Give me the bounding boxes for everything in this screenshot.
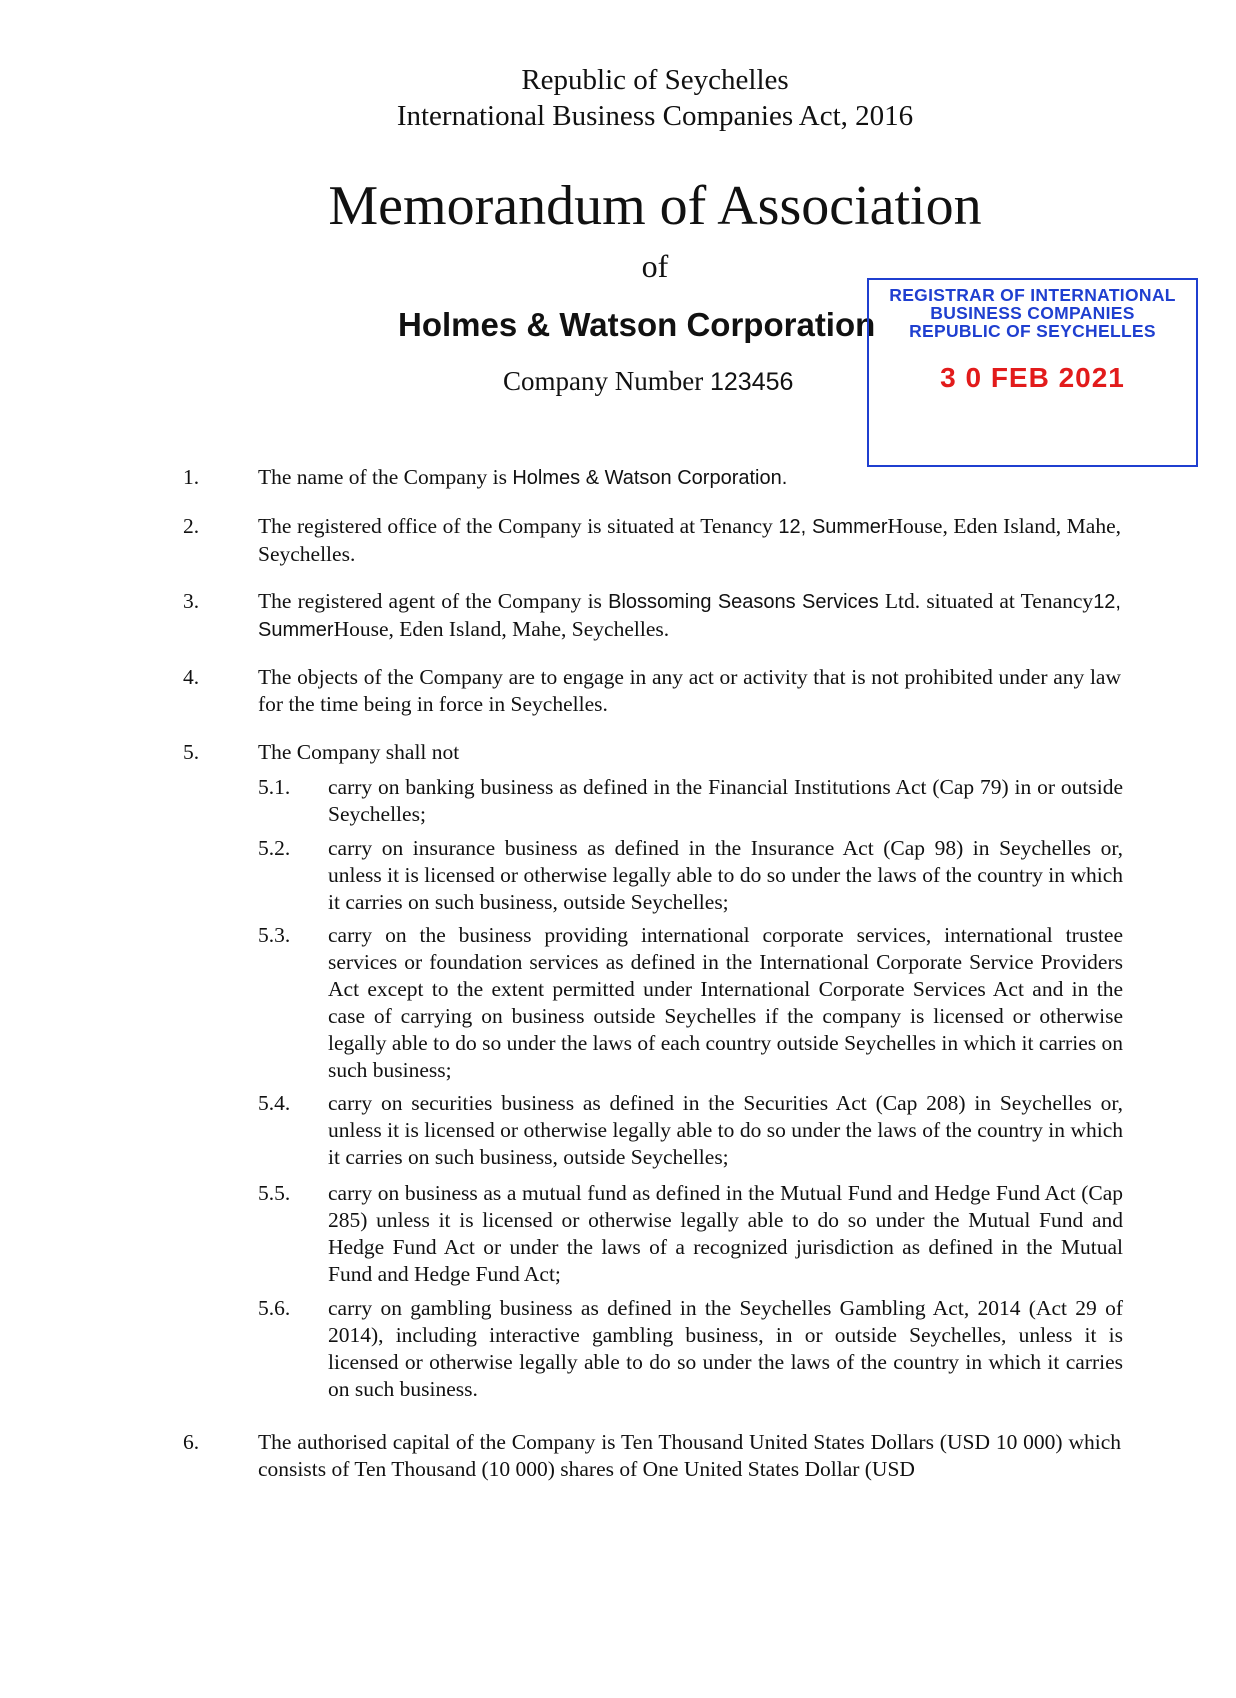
stamp-line-3: REPUBLIC OF SEYCHELLES [909,321,1156,341]
document-title: Memorandum of Association [328,175,982,237]
registrar-stamp [867,278,1198,467]
fill-agent-address: 12, Summer [258,591,1121,641]
fill-address: 12, Summer [778,516,888,538]
clause-number: 3. [183,589,200,613]
clause-number: 1. [183,465,200,489]
fill-company-name: Holmes & Watson Corporation. [512,467,788,489]
clause-text: The registered agent of the Company is Blossoming Seasons Services Ltd. situated at Tenancy12, SummerHouse, Eden Island, Mahe, Seychelles. [258,589,1121,641]
header-republic: Republic of Seychelles [521,64,789,96]
subclause-number: 5.2. [258,836,291,860]
stamp-line-2: BUSINESS COMPANIES [930,303,1135,323]
clause-number: 4. [183,665,200,689]
header-act: International Business Companies Act, 2016 [396,100,914,132]
subclause-text: carry on insurance business as defined in the Insurance Act (Cap 98) in Seychelles or, unless it is licensed or otherwise legally able to do so under the laws of the country in which it carries on such business, outside Seychelles; [328,836,1123,914]
subclause-text: carry on securities business as defined in the Securities Act (Cap 208) in Seychelles or, unless it is licensed or otherwise legally able to do so under the laws of the country in which it carries on such business, outside Seychelles; [328,1091,1123,1169]
clause-text: The registered office of the Company is situated at Tenancy 12, SummerHouse, Eden Island, Mahe, Seychelles. [258,514,1121,566]
clause-text: The Company shall not [258,740,460,764]
company-name-heading: Holmes & Watson Corporation [398,306,876,343]
clause-number: 5. [183,740,200,764]
subclause-text: carry on gambling business as defined in the Seychelles Gambling Act, 2014 (Act 29 of 2014), including interactive gambling business, in or outside Seychelles, unless it is licensed or otherwise legally able to do so under the laws of the country in which it carries on such business. [328,1296,1123,1401]
subclause-number: 5.4. [258,1091,291,1115]
company-number-value: 123456 [709,368,794,396]
subclause-text: carry on banking business as defined in the Financial Institutions Act (Cap 79) in or outside Seychelles; [328,775,1123,826]
clause-text: The authorised capital of the Company is Ten Thousand United States Dollars (USD 10 000) which consists of Ten Thousand (10 000) shares of One United States Dollar (USD [258,1430,1121,1481]
subclause-number: 5.5. [258,1181,291,1205]
stamp-date: 3 0 FEB 2021 [940,362,1125,393]
fill-agent-name: Blossoming Seasons Services [608,591,879,613]
subclause-number: 5.3. [258,923,291,947]
subclause-number: 5.6. [258,1296,291,1320]
clause-text: The objects of the Company are to engage in any act or activity that is not prohibited under any law for the time being in force in Seychelles. [258,665,1121,716]
title-of: of [641,248,669,284]
company-number-line [503,366,793,397]
subclause-number: 5.1. [258,775,291,799]
clause-number: 2. [183,514,200,538]
company-number-label: Company Number [503,366,704,396]
clause-text: The name of the Company is Holmes & Watson Corporation. [258,465,788,489]
subclause-text: carry on business as a mutual fund as defined in the Mutual Fund and Hedge Fund Act (Cap 285) unless it is licensed or otherwise legally able to do so under the Mutual Fund and Hedge Fund Act or under the laws of a recognized jurisdiction as defined in the Mutual Fund and Hedge Fund Act; [328,1181,1123,1286]
subclause-text: carry on the business providing international corporate services, international trustee services or foundation services as defined in the International Corporate Service Providers Act except to the extent permitted under International Corporate Services Act and in the case of carrying on business outside Seychelles if the company is licensed or otherwise legally able to do so under the laws of each country outside Seychelles in which it carries on such business; [328,923,1123,1082]
stamp-line-1: REGISTRAR OF INTERNATIONAL [889,285,1176,305]
clause-number: 6. [183,1430,200,1454]
